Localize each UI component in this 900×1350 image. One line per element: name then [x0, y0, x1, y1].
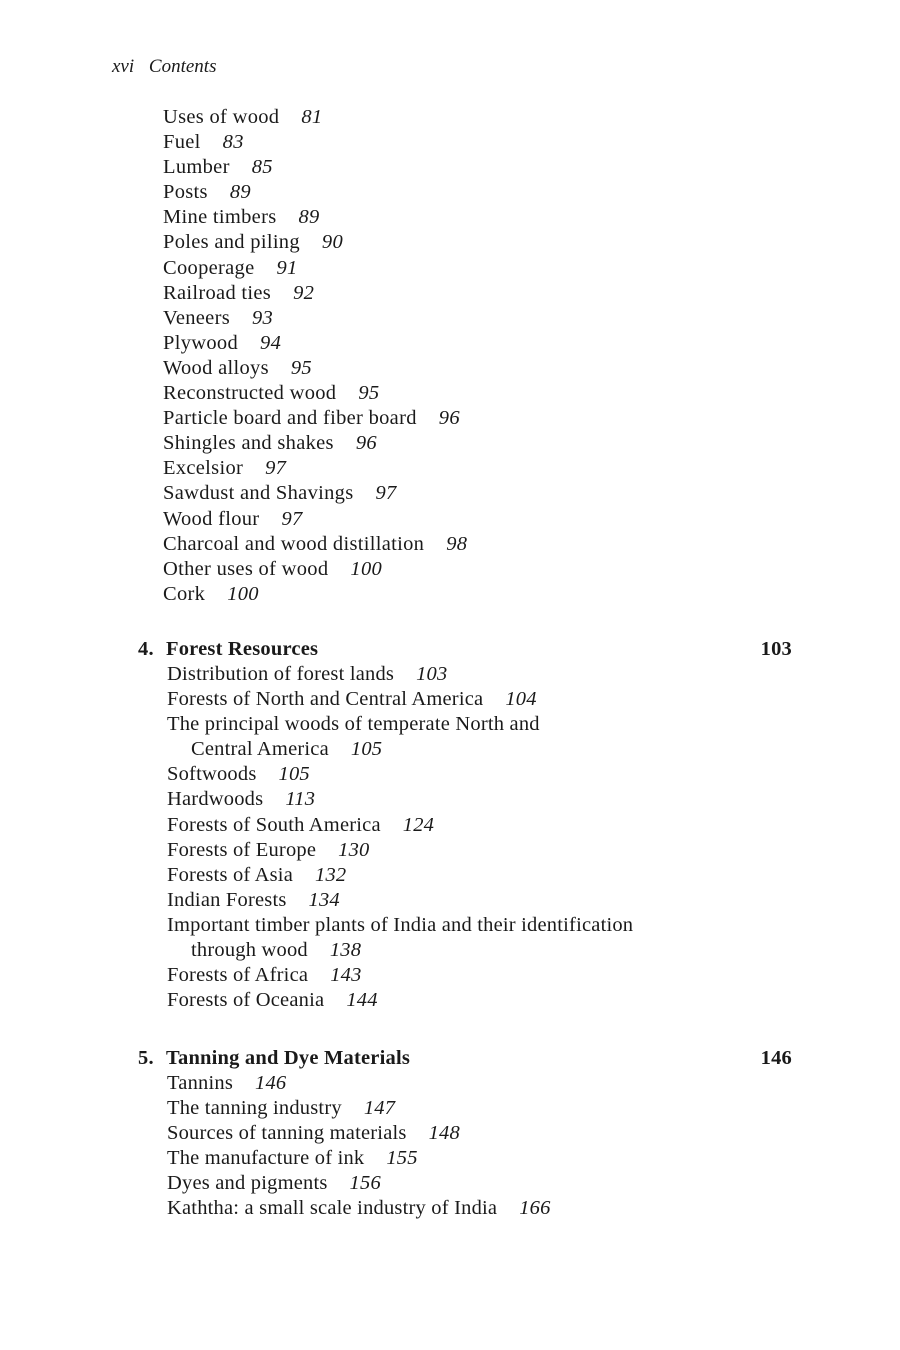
entry-title: Sawdust and Shavings	[163, 482, 354, 505]
entry-title: Mine timbers	[163, 206, 277, 229]
toc-entry	[163, 356, 803, 381]
toc-entry	[167, 988, 792, 1013]
entry-title: The tanning industry	[167, 1097, 342, 1120]
entry-title: Softwoods	[167, 763, 257, 786]
entry-title: Fuel	[163, 131, 201, 154]
toc-entry	[167, 1121, 792, 1146]
entry-title: Indian Forests	[167, 888, 287, 911]
entry-title: Uses of wood	[163, 106, 280, 128]
entry-title: Veneers	[163, 306, 230, 329]
toc-entry	[167, 838, 792, 863]
toc-entry	[167, 938, 792, 963]
chapter-heading	[138, 637, 792, 662]
entry-page-number: 96	[438, 407, 460, 430]
entry-title: Wood alloys	[163, 356, 269, 379]
entry-page-number: 89	[298, 206, 320, 229]
toc-entry	[167, 863, 792, 888]
entry-page-number: 124	[402, 813, 435, 836]
toc-entry	[167, 1171, 792, 1196]
toc-entry	[163, 230, 803, 255]
toc-entry	[167, 762, 792, 787]
toc-entry	[163, 306, 803, 331]
entry-title: Forests of Europe	[167, 838, 317, 861]
entry-page-number: 143	[330, 964, 362, 987]
toc-entry	[163, 381, 803, 406]
entry-title: Forests of Oceania	[167, 989, 325, 1012]
entry-page-number: 132	[315, 863, 347, 886]
entry-page-number: 146	[255, 1072, 287, 1094]
entry-title: Lumber	[163, 156, 230, 179]
entry-page-number: 97	[375, 482, 397, 505]
chapter-heading	[138, 1046, 792, 1071]
entry-page-number: 90	[321, 231, 344, 254]
running-head-title: Contents	[148, 56, 217, 77]
toc-entry	[163, 582, 803, 607]
entry-page-number: 147	[363, 1097, 396, 1120]
toc-entry	[167, 1096, 792, 1121]
entry-title: Forests of Africa	[167, 964, 309, 987]
entry-title: Charcoal and wood distillation	[163, 532, 425, 555]
entry-page-number: 155	[386, 1147, 418, 1170]
toc-entry	[167, 687, 792, 712]
toc-entry	[163, 507, 803, 532]
entry-page-number: 95	[290, 356, 312, 379]
entry-page-number: 85	[251, 156, 273, 179]
toc-entry	[167, 913, 792, 938]
toc-entry	[163, 155, 803, 180]
toc-entry	[167, 1146, 792, 1171]
toc-entry	[167, 737, 792, 762]
toc-entry	[167, 813, 792, 838]
toc-entry	[167, 662, 792, 687]
toc-entry	[167, 888, 792, 913]
chapter-title: Forest Resources	[166, 638, 319, 660]
entry-page-number: 100	[350, 557, 383, 580]
entry-title: Excelsior	[163, 457, 244, 480]
entry-page-number: 95	[358, 382, 380, 405]
chapter-title: Tanning and Dye Materials	[166, 1047, 411, 1069]
entry-page-number: 138	[329, 939, 362, 962]
section-entries	[163, 105, 803, 607]
entry-page-number: 98	[446, 532, 468, 555]
chapter-4	[138, 637, 792, 1013]
entry-title: Railroad ties	[163, 281, 272, 304]
entry-page-number: 93	[251, 306, 274, 329]
entry-page-number: 96	[355, 432, 377, 455]
entry-page-number: 104	[505, 688, 537, 711]
entry-title: Particle board and fiber board	[163, 407, 417, 430]
entry-page-number: 144	[346, 989, 378, 1012]
entry-title: Distribution of forest lands	[167, 663, 395, 685]
entry-title: Important timber plants of India and their identification	[167, 913, 634, 936]
chapter-entries	[138, 662, 792, 1013]
entry-page-number: 97	[265, 457, 287, 480]
entry-page-number: 134	[308, 888, 340, 911]
entry-title: Central America	[191, 738, 329, 761]
toc-entry	[163, 406, 803, 431]
entry-title: Hardwoods	[167, 788, 264, 811]
toc-entry	[167, 1196, 792, 1221]
toc-entry	[163, 281, 803, 306]
toc-entry	[163, 130, 803, 155]
entry-title: Forests of Asia	[167, 863, 293, 886]
page-folio: xvi	[112, 56, 135, 77]
entry-title: Forests of North and Central America	[167, 688, 484, 711]
toc-entry	[167, 1071, 792, 1096]
toc-entry	[163, 481, 803, 506]
running-head	[112, 56, 216, 78]
toc-entry	[163, 557, 803, 582]
entry-title: Plywood	[163, 331, 239, 354]
entry-page-number: 105	[278, 763, 310, 786]
entry-page-number: 83	[222, 131, 244, 154]
entry-page-number: 89	[229, 181, 251, 204]
chapter-entries	[138, 1071, 792, 1222]
entry-page-number: 103	[416, 663, 448, 685]
entry-page-number: 92	[293, 281, 315, 304]
chapter-number: 5.	[138, 1047, 154, 1069]
chapter-page: 146	[760, 1047, 792, 1069]
entry-page-number: 113	[285, 788, 316, 811]
entry-title: Posts	[163, 181, 208, 204]
entry-page-number: 81	[301, 106, 323, 128]
entry-title: through wood	[191, 939, 308, 962]
toc-entry	[167, 787, 792, 812]
entry-title: Sources of tanning materials	[167, 1122, 407, 1145]
entry-page-number: 94	[260, 331, 282, 354]
entry-page-number: 148	[428, 1122, 460, 1145]
entry-title: The manufacture of ink	[167, 1147, 365, 1170]
toc-entry	[163, 205, 803, 230]
entry-title: Kaththa: a small scale industry of India	[167, 1197, 498, 1220]
toc-entry	[163, 331, 803, 356]
entry-page-number: 91	[276, 256, 298, 279]
toc-entry	[163, 431, 803, 456]
entry-title: Poles and piling	[163, 231, 300, 254]
toc-entry	[163, 105, 803, 130]
entry-title: Forests of South America	[167, 813, 381, 836]
entry-page-number: 100	[227, 582, 259, 605]
entry-title: Reconstructed wood	[163, 382, 337, 405]
entry-page-number: 97	[281, 507, 303, 530]
chapter-number: 4.	[138, 638, 154, 660]
entry-title: Shingles and shakes	[163, 432, 334, 455]
entry-page-number: 166	[519, 1197, 551, 1220]
toc-entry	[163, 180, 803, 205]
entry-page-number: 105	[350, 738, 383, 761]
entry-page-number: 156	[349, 1172, 381, 1195]
toc-entry	[167, 712, 792, 737]
toc-entry	[163, 456, 803, 481]
toc-entry	[167, 963, 792, 988]
entry-title: Other uses of wood	[163, 557, 329, 580]
entry-title: The principal woods of temperate North and	[167, 713, 540, 736]
entry-title: Cooperage	[163, 256, 255, 279]
chapter-5	[138, 1046, 792, 1222]
toc-entry	[163, 256, 803, 281]
entry-title: Cork	[163, 582, 206, 605]
chapter-page: 103	[760, 638, 792, 660]
entry-title: Tannins	[167, 1072, 234, 1094]
entry-page-number: 130	[338, 838, 370, 861]
entry-title: Dyes and pigments	[167, 1172, 328, 1195]
toc-entry	[163, 532, 803, 557]
entry-title: Wood flour	[163, 507, 260, 530]
